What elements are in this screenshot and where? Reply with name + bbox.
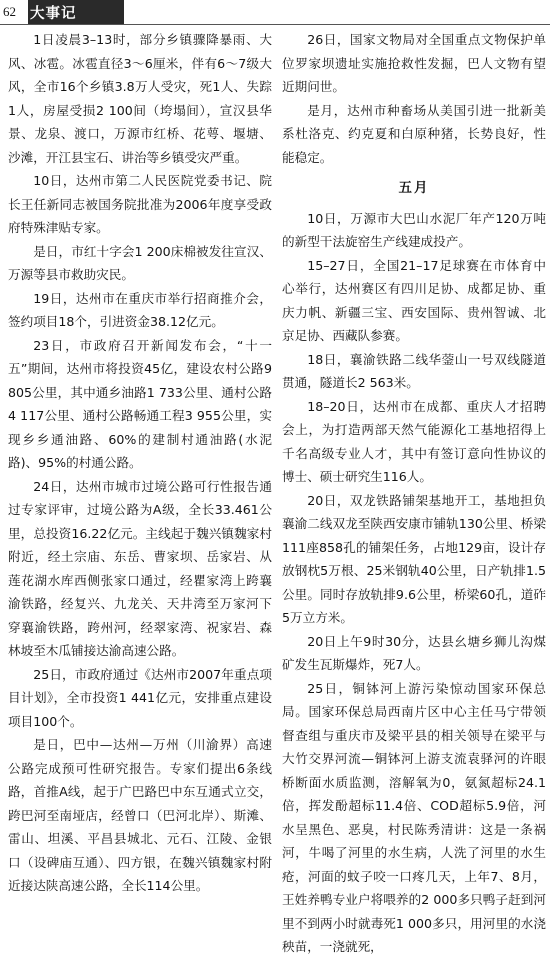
paragraph: 25日，市政府通过《达州市2007年重点项目计划》，全市投资1 441亿元，安排重点建设项目100个。 [8, 666, 272, 729]
paragraph: 19日，达州市在重庆市举行招商推介会，签约项目18个，引进资金38.12亿元。 [8, 290, 272, 329]
paragraph: 18日，襄渝铁路二线华蓥山一号双线隧道贯通，隧道长2 563米。 [282, 351, 546, 390]
left-column [8, 28, 272, 898]
paragraph: 24日，达州市城市过境公路可行性报告通过专家评审，过境公路为A级，全长33.461公里，总投资16.22亿元。主线起于魏兴镇魏家村附近，经土宗庙、东岳、曹家坝、岳家岩、从莲花湖水库西侧张家口通过，经瞿家湾上跨襄渝铁路，经复兴、九龙关、天井湾至万家河下穿襄渝铁路，跨州河，经翠家湾、祝家岩、森林坡至木瓜铺接达渝高速公路。 [8, 478, 272, 658]
paragraph: 20日，双龙铁路铺架基地开工，基地担负襄渝二线双龙至陕西安康市铺轨130公里、桥梁111座858孔的铺架任务，占地129亩，设计存放钢枕5万根、25米钢轨40公里，日产轨排1.5公里。同时存放轨排9.6公里，桥梁60孔，道砟5万立方米。 [282, 492, 546, 625]
paragraph: 26日，国家文物局对全国重点文物保护单位罗家坝遗址实施抢救性发掘，巴人文物有望近期问世。 [282, 32, 546, 94]
section-heading: 五月 [398, 180, 430, 196]
paragraph: 是日，巴中—达州—万州（川渝界）高速公路完成预可性研究报告。专家们提出6条线路，首推A线，起于广巴路巴中东互通式立交，跨巴河至南垭店，经曾口（巴河北岸）、斯滩、雷山、坦溪、平昌县城北、元石、江陵、金银口（设碑庙互通）、四方银，在魏兴镇魏家村附近接达陕高速公路，全长114公里。 [8, 737, 272, 893]
page-number: 62 [3, 4, 16, 19]
paragraph: 15–27日，全国21–17足球赛在市体育中心举行，达州赛区有四川足协、成都足协、重庆力帆、新疆三宝、西安国际、贵州智诚、北京足协、西藏队参赛。 [282, 257, 546, 343]
paragraph: 是月，达州市种畜场从美国引进一批新美系杜洛克、约克夏和白原种猪，长势良好，性能稳定。 [282, 102, 546, 165]
paragraph: 是日，市红十字会1 200床棉被发往宣汉、万源等县市救助灾民。 [8, 243, 272, 282]
running-title: 大事记 [30, 6, 77, 22]
paragraph: 10日，万源市大巴山水泥厂年产120万吨的新型干法旋窑生产线建成投产。 [282, 210, 546, 249]
paragraph: 25日，铜钵河上游污染惊动国家环保总局。国家环保总局西南片区中心主任马宁带领督查组与重庆市及梁平县的相关领导在梁平与大竹交界河流—铜钵河上游支流袁驿河的许眼桥断面水质监测，溶解氧为0，氨氮超标24.1倍，挥发酚超标11.4倍、COD超标5.9倍，河水呈黑色、恶臭，村民陈秀清讲：这是一条祸河，牛喝了河里的水生病，人洗了河里的水生疮，河面的蚊子咬一口疼几天，上年7、8月，王姓养鸭专业户将喂养的2 000多只鸭子赶到河里不到两小时就毒死1 000多只，用河里的水浇秧苗，一浇就死， [282, 680, 546, 954]
right-column [282, 28, 546, 959]
paragraph: 1日凌晨3–13时，部分乡镇骤降暴雨、大风、冰雹。冰雹直径3～6厘米，伴有6～7级大风，全市16个乡镇3.8万人受灾，死1人、失踪1人，房屋受损2 100间（垮塌间），宣汉县华景、龙泉、渡口，万源市红桥、花萼、堰塘、沙滩，开江县宝石、讲治等乡镇受灾严重。 [8, 32, 272, 165]
running-title-block [28, 0, 124, 24]
paragraph: 18–20日，达州市在成都、重庆人才招聘会上，为打造两部天然气能源化工基地招得上千名高级专业人才，其中有签订意向性协议的博士、硕士研究生116人。 [282, 398, 546, 484]
paragraph: 10日，达州市第二人民医院党委书记、院长王任新同志被国务院批准为2006年度享受政府特殊津贴专家。 [8, 173, 272, 235]
paragraph: 20日上午9时30分，达县幺塘乡狮儿沟煤矿发生瓦斯爆炸，死7人。 [282, 633, 546, 672]
page-header [0, 0, 550, 26]
paragraph: 23日，市政府召开新闻发布会，“十一五”期间，达州市将投资45亿，建设农村公路9 805公里，其中通乡油路1 733公里、通村公路4 117公里、通村公路畅通工程3 955公里，实现乡乡通油路、60%的建制村通油路(水泥路)、95%的村通公路。 [8, 337, 272, 470]
header-rule [0, 24, 550, 25]
